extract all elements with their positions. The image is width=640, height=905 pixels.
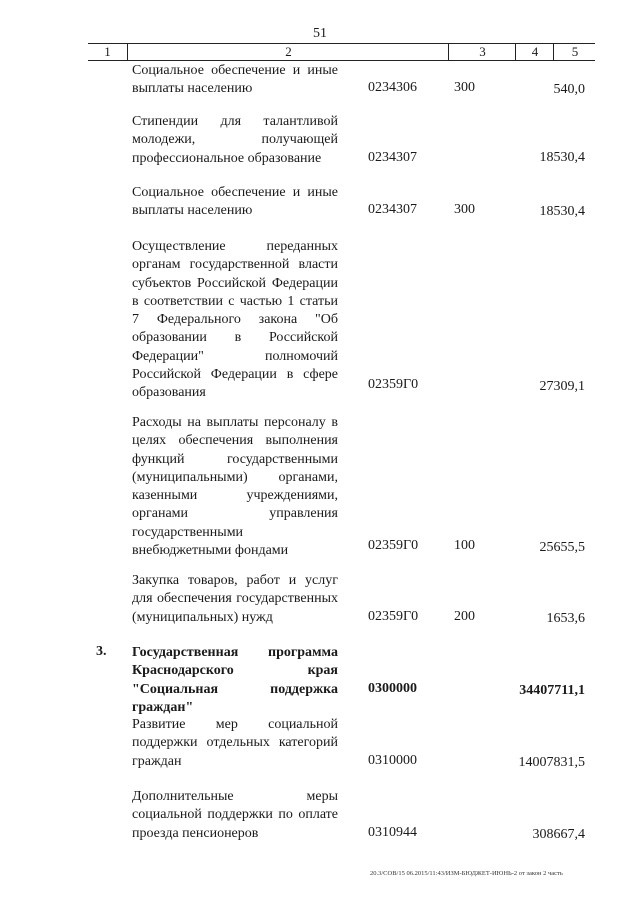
row-description: Дополнительные меры социальной поддержки по оплате проезда пенсионеров [132, 789, 338, 841]
program-code: 0300000 [368, 681, 417, 696]
row-code: 0234307 [368, 202, 417, 217]
page-number: 51 [313, 26, 327, 41]
row-description: Осуществление переданных органам государственной власти субъектов Российской Федерации в соответствии с частью 1 статьи 7 Федерального закона "Об образовании в Российской Федерации" полномочий Российской Федерации в сфере образования [132, 239, 338, 401]
header-col-5: 5 [553, 44, 596, 60]
header-col-4: 4 [515, 44, 554, 60]
header-col-3: 3 [448, 44, 516, 60]
row-amount: 308667,4 [532, 827, 585, 842]
row-description: Социальное обеспечение и иные выплаты населению [132, 63, 338, 97]
document-footer: 20.3/СОВ/15 06.2015/11:43/ИЗМ-БЮДЖЕТ-ИЮНЬ-2 от закон 2 часть [370, 870, 563, 877]
row-amount: 18530,4 [539, 204, 585, 219]
row-code: 02359Г0 [368, 538, 419, 553]
header-col-2: 2 [127, 44, 449, 60]
program-title: Государственная программа Краснодарского края "Социальная поддержка граждан" [132, 645, 338, 715]
row-description: Расходы на выплаты персоналу в целях обеспечения выполнения функций государственными (муниципальными) органами, казенными учреждениями, органами управления государственными внебюджетными фондами [132, 415, 338, 559]
row-code: 0234307 [368, 150, 417, 165]
row-code: 0310944 [368, 825, 417, 840]
row-amount: 27309,1 [539, 379, 585, 394]
row-description: Развитие мер социальной поддержки отдельных категорий граждан [132, 717, 338, 769]
row-description: Стипендии для талантливой молодежи, получающей профессиональное образование [132, 114, 338, 166]
row-description: Социальное обеспечение и иные выплаты населению [132, 185, 338, 219]
row-amount: 1653,6 [546, 611, 585, 626]
row-expense-type: 300 [454, 80, 475, 95]
header-col-1: 1 [104, 44, 111, 59]
row-amount: 540,0 [553, 82, 585, 97]
row-amount: 18530,4 [539, 150, 585, 165]
row-expense-type: 100 [454, 538, 475, 553]
row-code: 0310000 [368, 753, 417, 768]
row-code: 02359Г0 [368, 377, 419, 392]
row-amount: 14007831,5 [518, 755, 585, 770]
program-amount: 34407711,1 [519, 683, 585, 698]
row-amount: 25655,5 [539, 540, 585, 555]
row-code: 0234306 [368, 80, 417, 95]
row-description: Закупка товаров, работ и услуг для обеспечения государственных (муниципальных) нужд [132, 573, 338, 625]
row-code: 02359Г0 [368, 609, 419, 624]
row-expense-type: 200 [454, 609, 475, 624]
table-header [88, 43, 595, 61]
row-expense-type: 300 [454, 202, 475, 217]
program-number: 3. [96, 644, 107, 659]
